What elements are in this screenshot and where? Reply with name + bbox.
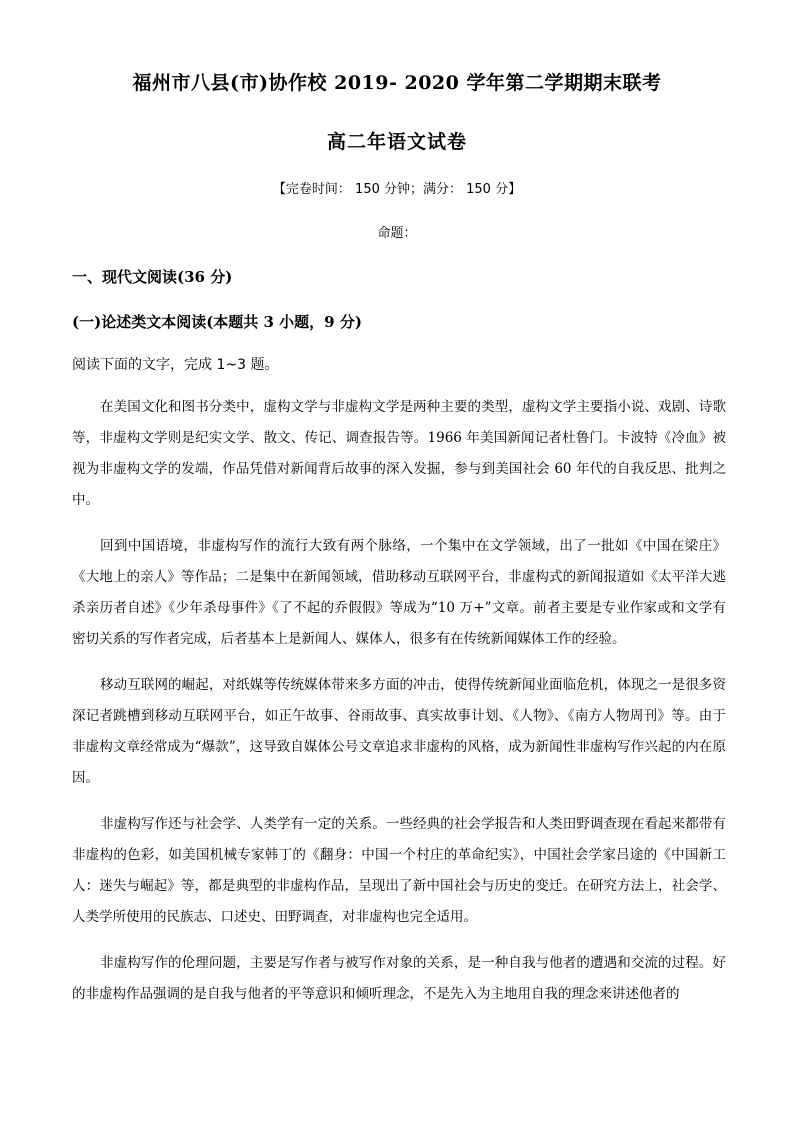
paragraph-2: 回到中国语境，非虚构写作的流行大致有两个脉络，一个集中在文学领域，出了一批如《中国在梁庄》《大地上的亲人》等作品；二是集中在新闻领域，借助移动互联网平台，非虚构式的新闻报道如《太平洋大逃杀亲历者自述》《少年杀母事件》《了不起的乔假假》等成为“10 万+”文章。前者主要是专业作家或和文学有密切关系的写作者完成，后者基本上是新闻人、媒体人，很多有在传统新闻媒体工作的经验。	[72, 538, 726, 647]
setter-line: 命题：	[377, 226, 417, 241]
page-subtitle: 高二年语文试卷	[326, 131, 467, 153]
section-subheading: (一)论述类文本阅读(本题共 3 小题，9 分)	[72, 313, 362, 331]
paragraph-3: 移动互联网的崛起，对纸媒等传统媒体带来多方面的冲击，使得传统新闻业面临危机，体现之一是很多资深记者跳槽到移动互联网平台，如正午故事、谷雨故事、真实故事计划、《人物》、《南方人物周刊》等。由于非虚构文章经常成为“爆款”，这导致自媒体公号文章追求非虚构的风格，成为新闻性非虚构写作兴起的内在原因。	[72, 677, 726, 786]
page-title: 福州市八县(市)协作校 2019- 2020 学年第二学期期末联考	[132, 72, 662, 94]
exam-info: 【完卷时间： 150 分钟；满分： 150 分】	[272, 182, 522, 197]
paragraph-5: 非虚构写作的伦理问题，主要是写作者与被写作对象的关系，是一种自我与他者的遭遇和交流的过程。好的非虚构作品强调的是自我与他者的平等意识和倾听理念，不是先入为主地用自我的理念来讲述他者的	[72, 955, 726, 1002]
paragraph-1: 在美国文化和图书分类中，虚构文学与非虚构文学是两种主要的类型，虚构文学主要指小说、戏剧、诗歌等，非虚构文学则是纪实文学、散文、传记、调查报告等。1966 年美国新闻记者杜鲁门。卡波特《冷血》被视为非虚构文学的发端，作品凭借对新闻背后故事的深入发掘，参与到美国社会 60 年代的自我反思、批判之中。	[72, 399, 726, 508]
reading-instruction: 阅读下面的文字，完成 1~3 题。	[72, 357, 279, 373]
paragraph-4: 非虚构写作还与社会学、人类学有一定的关系。一些经典的社会学报告和人类田野调查现在看起来都带有非虚构的色彩，如美国机械专家韩丁的《翻身：中国一个村庄的革命纪实》，中国社会学家吕途的《中国新工人：迷失与崛起》等，都是典型的非虚构作品，呈现出了新中国社会与历史的变迁。在研究方法上，社会学、人类学所使用的民族志、口述史、田野调查，对非虚构也完全适用。	[72, 816, 726, 925]
section-heading: 一、现代文阅读(36 分)	[72, 268, 233, 286]
